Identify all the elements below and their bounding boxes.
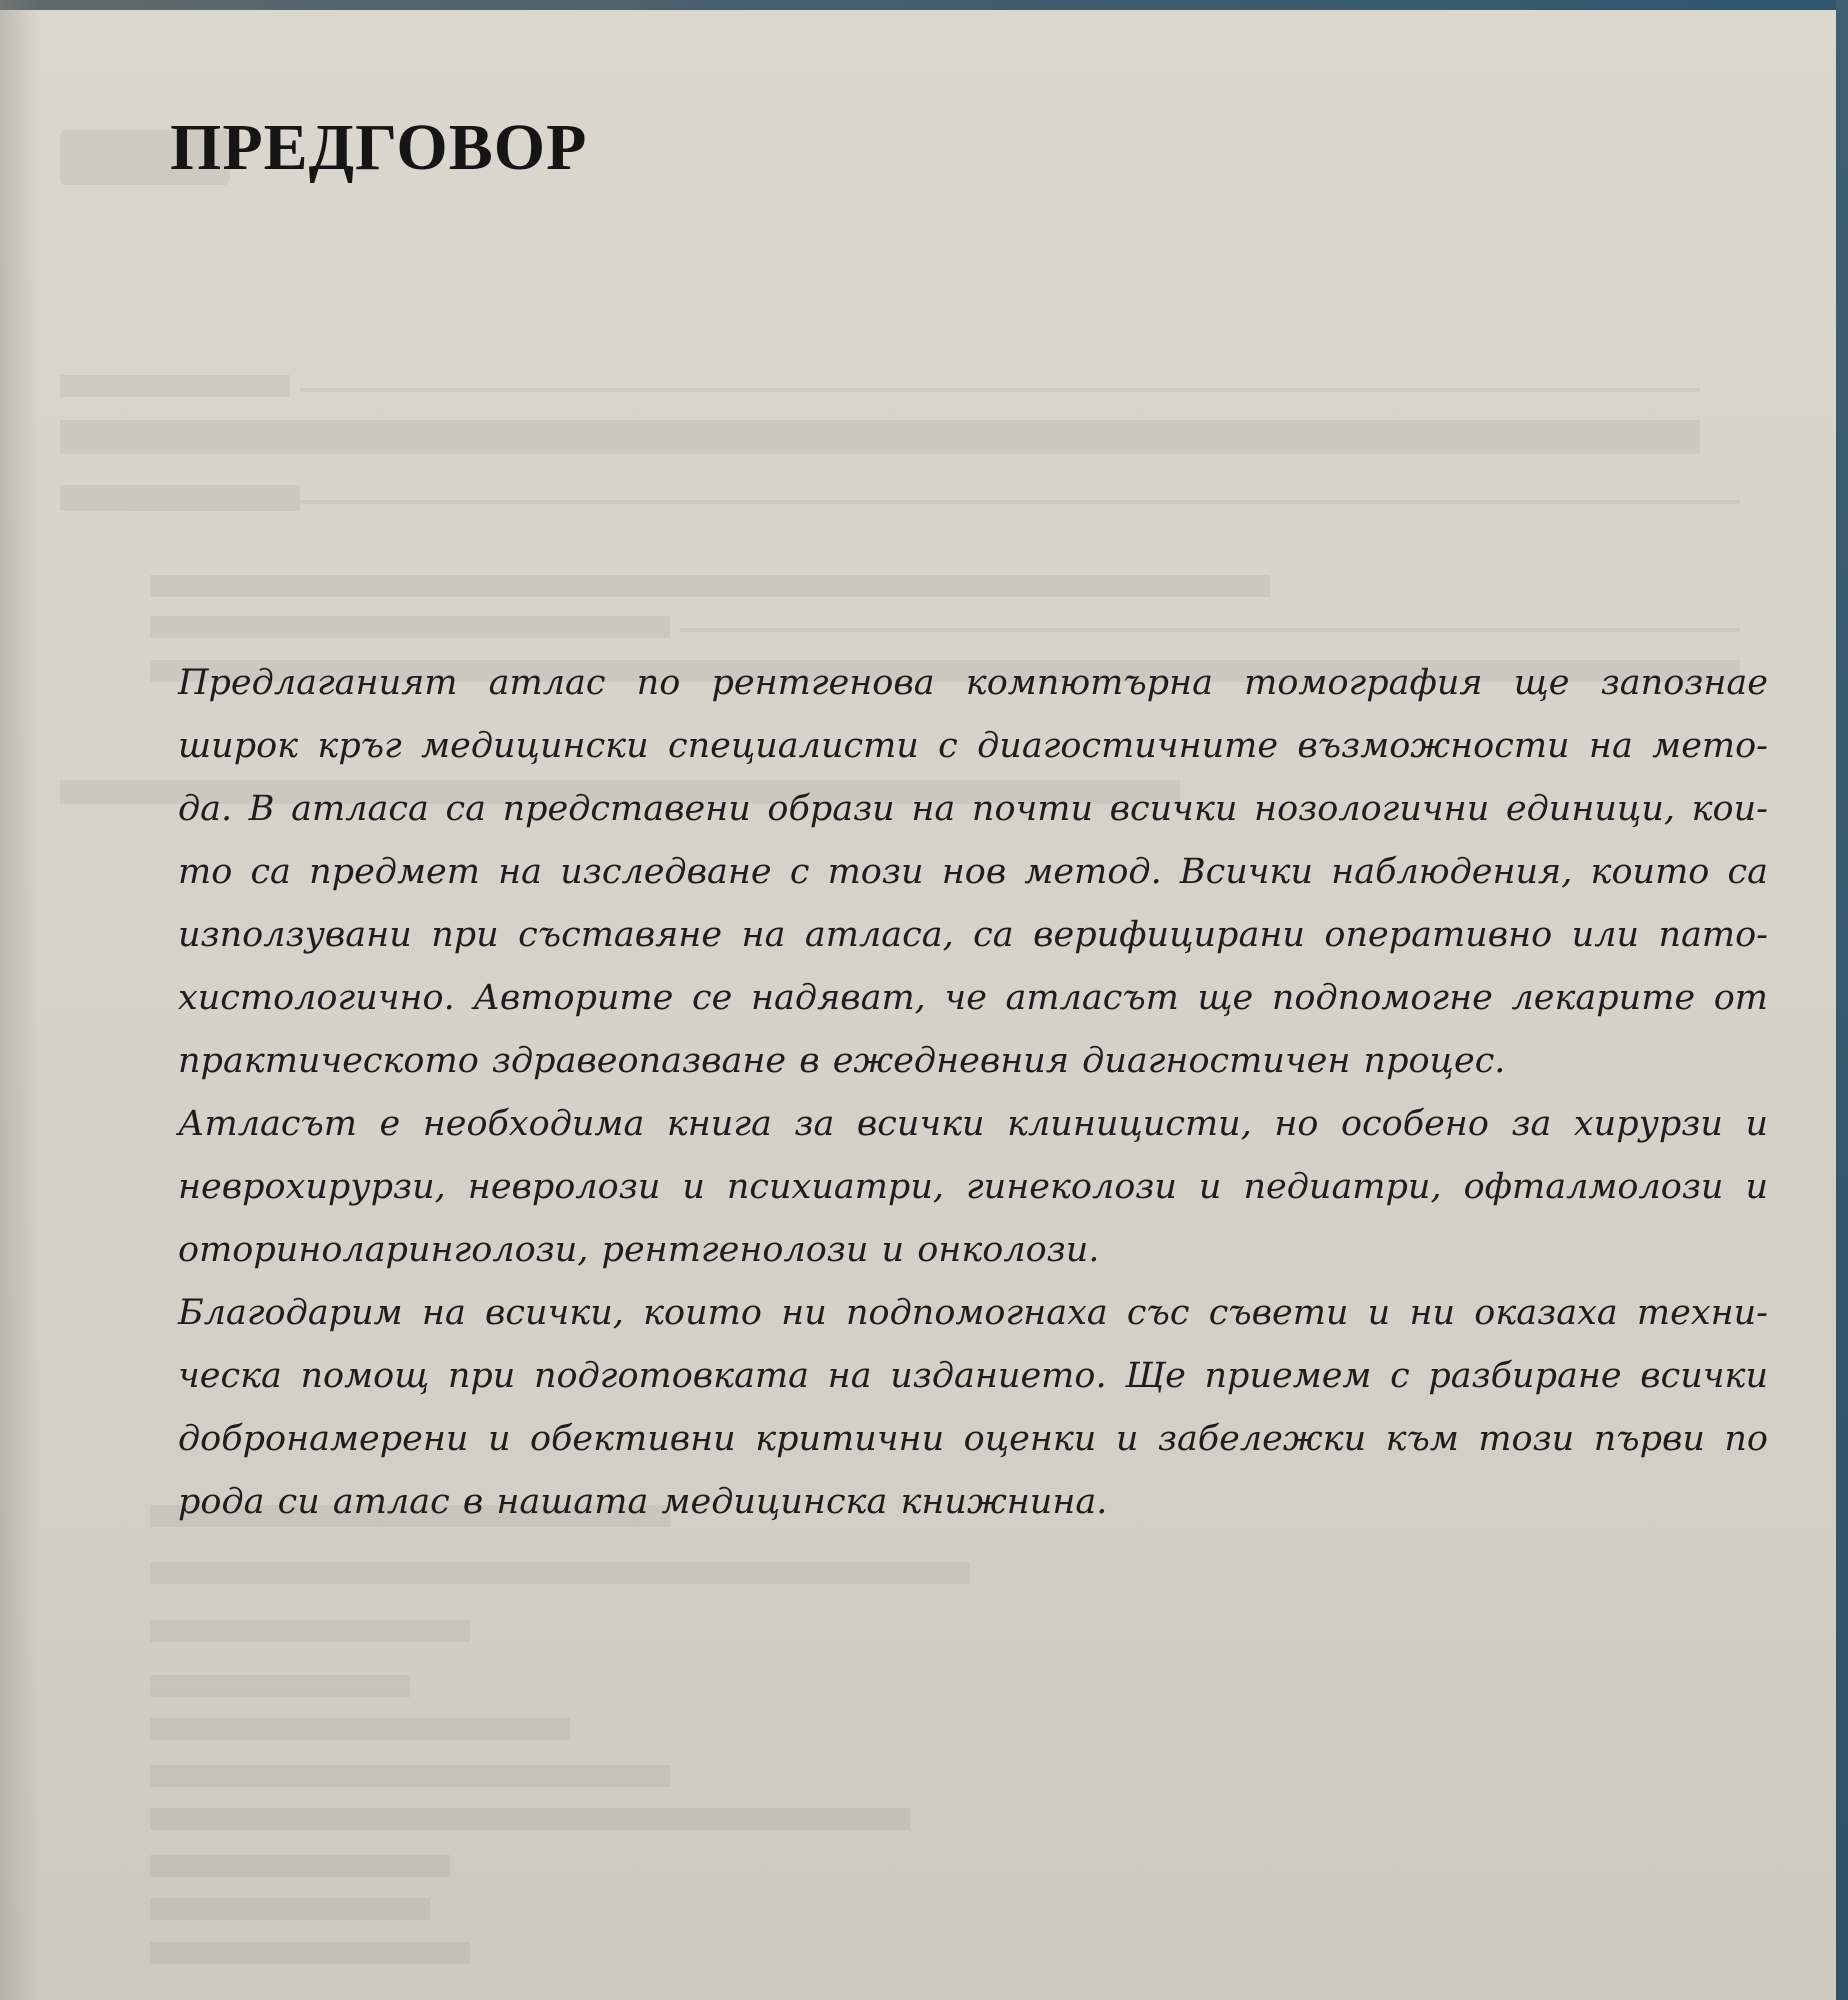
page-shadow xyxy=(0,0,40,2000)
text-line: Предлаганият атлас по рентгенова компютърна томография ще запознае xyxy=(178,663,1768,703)
paragraph-1 xyxy=(178,652,1768,1093)
text-line: широк кръг медицински специалисти с диагостичните възможности на мето- xyxy=(178,726,1768,766)
text-line: добронамерени и обективни критични оценки и забележки към този първи по xyxy=(178,1419,1768,1459)
paragraph-2 xyxy=(178,1093,1768,1282)
page-title: ПРЕДГОВОР xyxy=(170,111,588,184)
text-line: хистологично. Авторите се надяват, че атласът ще подпомогне лекарите от xyxy=(178,978,1768,1018)
book-cover-top-edge xyxy=(0,0,1848,10)
text-line: използувани при съставяне на атласа, са верифицирани оперативно или пато- xyxy=(178,915,1768,955)
text-line: ческа помощ при подготовката на изданието. Ще приемем с разбиране всички xyxy=(178,1356,1768,1396)
preface-text xyxy=(178,652,1768,1534)
text-line: рода си атлас в нашата медицинска книжнина. xyxy=(178,1482,1108,1522)
text-line: практическото здравеопазване в ежедневния диагностичен процес. xyxy=(178,1041,1506,1081)
paragraph-3 xyxy=(178,1282,1768,1534)
text-line: оториноларинголози, рентгенолози и онколози. xyxy=(178,1230,1100,1270)
text-line: да. В атласа са представени образи на почти всички нозологични единици, кои- xyxy=(178,789,1768,829)
text-line: неврохирурзи, невролози и психиатри, гинеколози и педиатри, офталмолози и xyxy=(178,1167,1768,1207)
text-line: Атласът е необходима книга за всички клиницисти, но особено за хирурзи и xyxy=(178,1104,1768,1144)
text-line: то са предмет на изследване с този нов метод. Всички наблюдения, които са xyxy=(178,852,1768,892)
book-cover-right-edge xyxy=(1836,0,1848,2000)
text-line: Благодарим на всички, които ни подпомогнаха със съвети и ни оказаха техни- xyxy=(178,1293,1768,1333)
